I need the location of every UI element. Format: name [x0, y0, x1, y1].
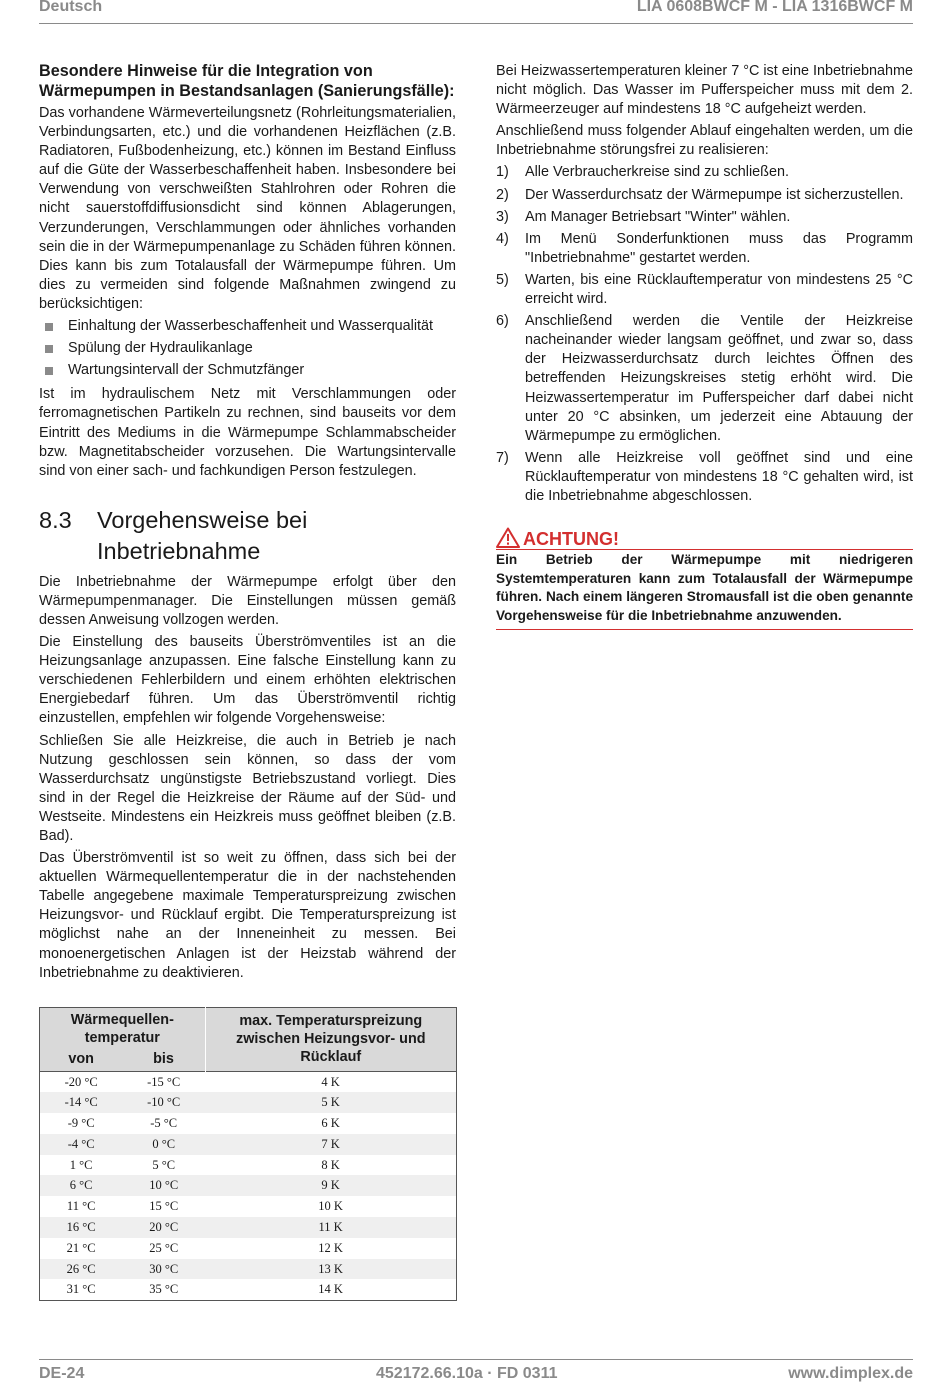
measures-list	[39, 317, 456, 380]
step-number: 3)	[496, 208, 509, 225]
table-cell-to: 20 °C	[122, 1217, 205, 1238]
list-item	[496, 163, 913, 182]
table-header-source-temperature: Wärmequellen-temperatur	[40, 1008, 206, 1048]
table-cell-to: 25 °C	[149, 1240, 179, 1255]
table-row	[40, 1259, 457, 1280]
paragraph: Das Überströmventil ist so weit zu öffnen, dass sich bei der aktuellen Wärmequellentemperatur die in der nachstehenden Tabelle angegebene maximale Temperaturspreizung zwischen Heizungsvor- und Rücklauf ergibt. Die Temperaturspreizung ist möglichst nahe an der Inneneinheit zu messen. Bei monoenergetischen Anlagen ist der Heizstab während der Inbetriebnahme zu deaktivieren.	[39, 850, 456, 981]
warning-header	[496, 528, 913, 550]
list-item	[496, 186, 913, 205]
temperature-spread-table	[39, 1007, 457, 1301]
list-item	[496, 230, 913, 268]
step-number: 5)	[496, 271, 509, 288]
table-row	[40, 1196, 457, 1217]
table-cell-from: 11 °C	[40, 1196, 123, 1217]
table-cell-spread: 8 K	[205, 1155, 456, 1176]
table-cell-to: 30 °C	[122, 1259, 205, 1280]
list-item	[496, 449, 913, 506]
table-header-to: bis	[122, 1047, 205, 1071]
table-cell-to: 0 °C	[122, 1134, 205, 1155]
table-cell-to: -5 °C	[150, 1116, 178, 1131]
table-row	[40, 1217, 457, 1238]
page-footer	[39, 1359, 913, 1384]
table-cell-from: 1 °C	[40, 1155, 123, 1176]
subheading-existing-systems: Besondere Hinweise für die Integration von Wärmepumpen in Bestandsanlagen (Sanierungsfälle):	[39, 62, 455, 100]
page-header	[39, 0, 913, 24]
paragraph: Anschließend muss folgender Ablauf eingehalten werden, um die Inbetriebnahme störungsfrei zu realisieren:	[496, 123, 913, 159]
table-cell-to: 15 °C	[149, 1199, 179, 1214]
right-column	[496, 62, 913, 630]
table-row	[40, 1155, 457, 1176]
table-cell-to: -10 °C	[122, 1092, 205, 1113]
table-cell-from: 26 °C	[40, 1259, 123, 1280]
footer-website-link[interactable]: www.dimplex.de	[788, 1365, 913, 1382]
table-row	[40, 1092, 457, 1113]
table-cell-from: 31 °C	[40, 1279, 123, 1300]
table-cell-from: -14 °C	[40, 1092, 123, 1113]
list-item	[496, 208, 913, 227]
header-language: Deutsch	[39, 0, 103, 15]
table-cell-to: 10 °C	[122, 1175, 205, 1196]
warning-box	[496, 528, 913, 630]
table-cell-spread: 14 K	[205, 1279, 456, 1300]
step-number: 6)	[496, 313, 509, 330]
paragraph: Die Einstellung des bauseits Überströmventiles ist an die Heizungsanlage anzupassen. Eine falsche Einstellung kann zu verschiedenen Fehlerbildern und einem erhöhten elektrischen Energiebedarf führen. Um das Überströmventil richtig einzustellen, empfehlen wir folgende Vorgehensweise:	[39, 634, 456, 727]
table-row	[40, 1071, 457, 1092]
table-cell-from: -9 °C	[40, 1113, 123, 1134]
warning-text: Ein Betrieb der Wärmepumpe mit niedrigeren Systemtemperaturen kann zum Totalausfall der Wärmepumpe führen. Nach einem längeren Stromausfall ist die oben genannte Vorgehensweise für die Inbetriebnahme anzuwenden.	[496, 550, 913, 630]
table-cell-from: -20 °C	[40, 1071, 123, 1092]
warning-triangle-icon	[496, 527, 520, 548]
step-number: 2)	[496, 186, 509, 203]
left-column	[39, 62, 456, 986]
paragraph: Das vorhandene Wärmeverteilungsnetz (Rohrleitungsmaterialien, Verbindungsarten, etc.) und die vorhandenen Heizflächen (z.B. Radiatoren, Fußbodenheizung, etc.) können im Bestand Einfluss auf die Güte der Wasserbeschaffenheit haben. Insbesondere bei Verwendung von verschweißten Stahlrohren oder Rohren die nicht sauerstoffdiffusionsdicht sind können Ablagerungen, Verzunderungen, Verschlammungen oder ähnliches vorhanden sein die in der Wärmepumpenanlage zu Schäden führen können. Dies kann bis zum Totalausfall der Wärmepumpe führen. Um dies zu vermeiden sind folgende Maßnahmen zwingend zu berücksichtigen:	[39, 105, 456, 312]
list-item: Wartungsintervall der Schmutzfänger	[39, 361, 456, 380]
table-cell-spread: 6 K	[205, 1113, 456, 1134]
table-cell-spread: 10 K	[205, 1196, 456, 1217]
step-number: 4)	[496, 230, 509, 247]
table-cell-spread: 4 K	[205, 1071, 456, 1092]
step-number: 1)	[496, 164, 509, 181]
table-cell-to: 5 °C	[152, 1157, 176, 1172]
table-row	[40, 1279, 457, 1300]
table-row	[40, 1238, 457, 1259]
table-cell-to: 35 °C	[122, 1279, 205, 1300]
table-row	[40, 1134, 457, 1155]
paragraph: Bei Heizwassertemperaturen kleiner 7 °C ist eine Inbetriebnahme nicht möglich. Das Wasser im Pufferspeicher muss mit dem 2. Wärmeerzeuger auf mindestens 18 °C aufgeheizt werden.	[496, 63, 913, 118]
table-cell-spread: 11 K	[205, 1217, 456, 1238]
warning-title: ACHTUNG!	[523, 529, 619, 550]
step-text: Alle Verbraucherkreise sind zu schließen.	[525, 164, 789, 181]
footer-page-number: DE-24	[39, 1365, 85, 1382]
section-title: Vorgehensweise bei Inbetriebnahme	[97, 506, 308, 564]
step-text: Am Manager Betriebsart "Winter" wählen.	[525, 208, 791, 225]
table-cell-spread: 13 K	[205, 1259, 456, 1280]
table-cell-from: -4 °C	[40, 1134, 123, 1155]
table-cell-from: 6 °C	[40, 1175, 123, 1196]
table-cell-spread: 5 K	[205, 1092, 456, 1113]
table-cell-to: -15 °C	[122, 1071, 205, 1092]
table-header-max-spread: max. Temperaturspreizung zwischen Heizungsvor- und Rücklauf	[205, 1008, 456, 1072]
commissioning-steps	[496, 163, 913, 506]
table-cell-from: 21 °C	[40, 1238, 123, 1259]
step-text: Anschließend werden die Ventile der Heizkreise nacheinander wieder langsam geöffnet, und zwar so, dass der Heizwasserdurchsatz durch leichtes Öffnen des betreffenden Heizungskreises stetig erhöht wird. Die Heizwassertemperatur im Pufferspeicher darf dabei nicht unter 20 °C absinken, um jederzeit eine Abtauung der Wärmepumpe zu ermöglichen.	[525, 313, 913, 444]
step-text: Wenn alle Heizkreise voll geöffnet sind und eine Rücklauftemperatur von mindestens 18 °C gehalten wird, ist die Inbetriebnahme abgeschlossen.	[525, 449, 913, 504]
step-text: Der Wasserdurchsatz der Wärmepumpe ist sicherzustellen.	[525, 186, 904, 203]
table-row	[40, 1113, 457, 1134]
paragraph: Ist im hydraulischem Netz mit Verschlammungen oder ferromagnetischen Partikeln zu rechnen, sind bauseits vor dem Eintritt des Mediums in die Wärmepumpe Schlammabscheider bzw. Magnetitabscheider vorzusehen. Die Wartungsintervalle sind von einer sach- und fachkundigen Person festzulegen.	[39, 386, 456, 479]
header-model-range: LIA 0608BWCF M - LIA 1316BWCF M	[636, 0, 913, 15]
section-heading	[39, 505, 456, 567]
footer-document-number: 452172.66.10a · FD 0311	[376, 1365, 558, 1382]
paragraph: Die Inbetriebnahme der Wärmepumpe erfolgt über den Wärmepumpenmanager. Die Einstellungen müssen gemäß dessen Anweisung vollzogen werden.	[39, 573, 456, 628]
table-cell-spread: 9 K	[205, 1175, 456, 1196]
list-item: Einhaltung der Wasserbeschaffenheit und Wasserqualität	[39, 317, 456, 336]
section-number: 8.3	[39, 506, 72, 533]
step-text: Warten, bis eine Rücklauftemperatur von mindestens 25 °C erreicht wird.	[525, 271, 913, 308]
table-cell-spread: 7 K	[205, 1134, 456, 1155]
table-cell-spread: 12 K	[205, 1238, 456, 1259]
paragraph: Schließen Sie alle Heizkreise, die auch in Betrieb je nach Nutzung geschlossen sein können, so dass der vom Wasserdurchsatz ungünstigste Betriebszustand vorliegt. Dies sind in der Regel die Heizkreise der Räume auf der Süd- und Westseite. Mindestens ein Heizkreis muss geöffnet bleiben (z.B. Bad).	[39, 732, 456, 844]
step-number: 7)	[496, 449, 509, 466]
list-item	[496, 271, 913, 309]
step-text: Im Menü Sonderfunktionen muss das Programm "Inbetriebnahme" gestartet werden.	[525, 230, 913, 266]
table-cell-from: 16 °C	[40, 1217, 123, 1238]
list-item	[496, 312, 913, 446]
list-item: Spülung der Hydraulikanlage	[39, 339, 456, 358]
table-row	[40, 1175, 457, 1196]
table-header-from: von	[40, 1047, 123, 1071]
